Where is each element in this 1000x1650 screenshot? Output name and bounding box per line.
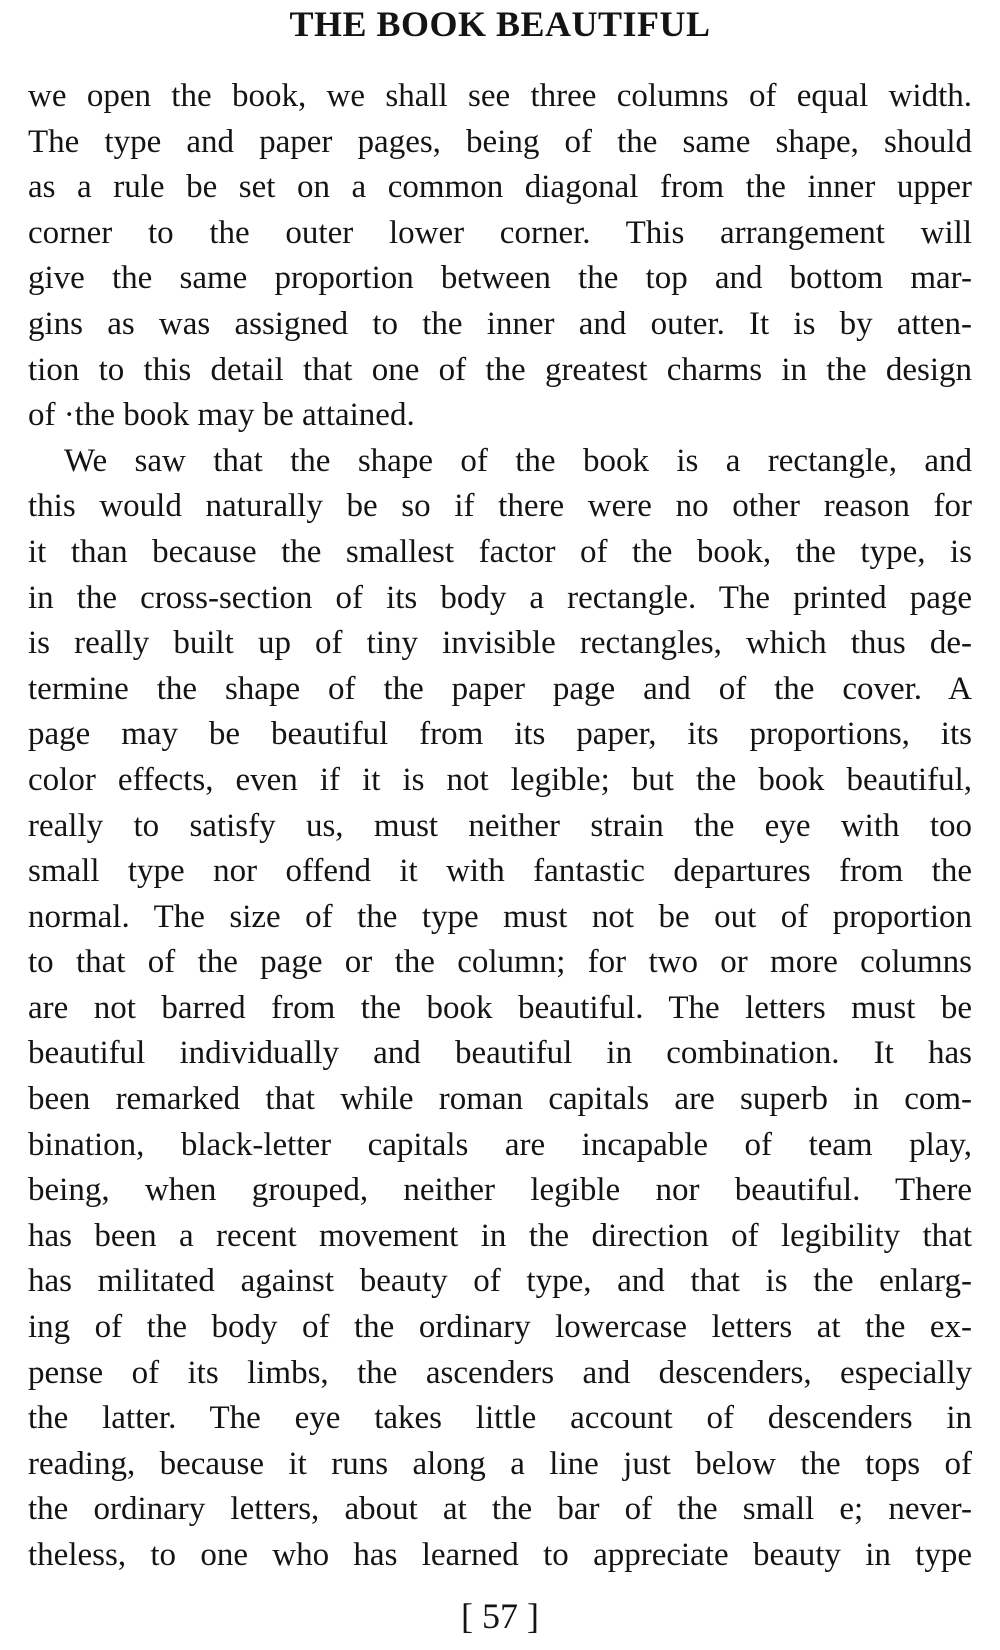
text-line: pense of its limbs, the ascenders and descenders, especially (28, 1354, 972, 1391)
text-line: ing of the body of the ordinary lowercase letters at the ex- (28, 1309, 972, 1346)
text-line: corner to the outer lower corner. This arrangement will (28, 214, 972, 251)
text-line: of ·the book may be attained. (28, 397, 415, 434)
paragraph (28, 439, 972, 1579)
text-line: has been a recent movement in the direction of legibility that (28, 1217, 972, 1254)
text-line: is really built up of tiny invisible rectangles, which thus de- (28, 625, 972, 662)
text-line: beautiful individually and beautiful in combination. It has (28, 1035, 972, 1072)
text-line: We saw that the shape of the book is a rectangle, and (64, 442, 972, 479)
text-line: really to satisfy us, must neither strain the eye with too (28, 807, 972, 844)
text-line: small type nor offend it with fantastic departures from the (28, 853, 972, 890)
text-line: has militated against beauty of type, and that is the enlarg- (28, 1263, 972, 1300)
text-line: tion to this detail that one of the greatest charms in the design (28, 351, 972, 388)
text-line: normal. The size of the type must not be out of proportion (28, 898, 972, 935)
text-line: bination, black-letter capitals are incapable of team play, (28, 1126, 972, 1163)
page-number: [ 57 ] (461, 1596, 539, 1636)
text-line: termine the shape of the paper page and of the cover. A (28, 670, 972, 707)
paragraph (28, 74, 972, 439)
text-line: been remarked that while roman capitals are superb in com- (28, 1081, 972, 1118)
text-line: theless, to one who has learned to appreciate beauty in type (28, 1537, 972, 1573)
body-text (28, 74, 972, 1579)
text-line: this would naturally be so if there were no other reason for (28, 488, 972, 525)
text-line: page may be beautiful from its paper, its proportions, its (28, 716, 972, 753)
text-line: as a rule be set on a common diagonal from the inner upper (28, 169, 972, 206)
text-line: reading, because it runs along a line just below the tops of (28, 1445, 972, 1482)
text-line: The type and paper pages, being of the same shape, should (28, 123, 972, 160)
text-line: gins as was assigned to the inner and outer. It is by atten- (28, 305, 972, 342)
text-line: color effects, even if it is not legible; but the book beautiful, (28, 761, 972, 798)
text-line: the latter. The eye takes little account of descenders in (28, 1400, 972, 1437)
text-line: in the cross-section of its body a rectangle. The printed page (28, 579, 972, 616)
text-line: it than because the smallest factor of the book, the type, is (28, 533, 972, 570)
running-head: THE BOOK BEAUTIFUL (289, 4, 711, 44)
text-line: being, when grouped, neither legible nor beautiful. There (28, 1172, 972, 1209)
text-line: are not barred from the book beautiful. The letters must be (28, 989, 972, 1026)
text-line: the ordinary letters, about at the bar of the small e; never- (28, 1491, 972, 1528)
text-line: give the same proportion between the top and bottom mar- (28, 260, 972, 297)
text-line: to that of the page or the column; for two or more columns (28, 944, 972, 981)
text-line: we open the book, we shall see three columns of equal width. (28, 78, 972, 114)
